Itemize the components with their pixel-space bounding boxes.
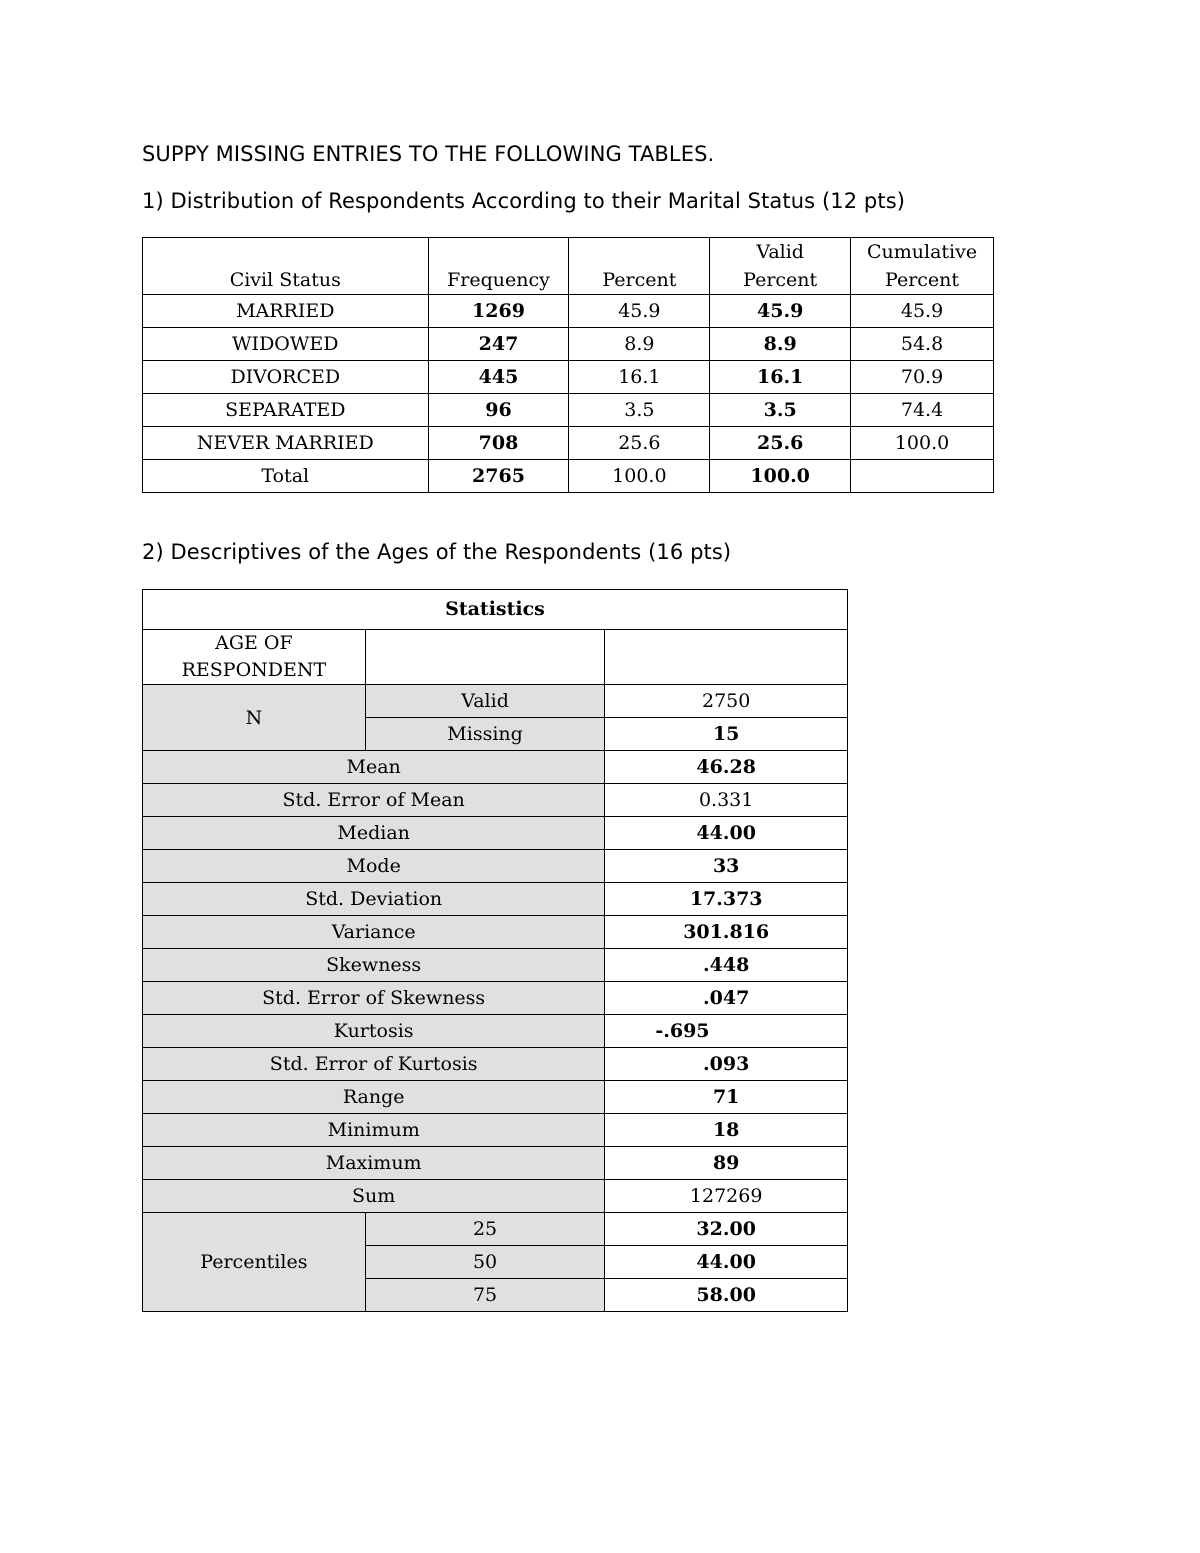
stat-value: 17.373 xyxy=(605,883,848,916)
table-row xyxy=(143,751,848,784)
civil-status-cell: MARRIED xyxy=(143,295,429,328)
statistics-title: Statistics xyxy=(143,590,848,630)
stat-value: 127269 xyxy=(605,1180,848,1213)
stat-label: Std. Error of Skewness xyxy=(143,982,605,1015)
total-cumulative-percent-cell xyxy=(851,460,994,493)
header-civil-status: Civil Status xyxy=(143,238,429,295)
stat-value: 89 xyxy=(605,1147,848,1180)
valid-percent-cell: 8.9 xyxy=(710,328,851,361)
header-cumulative-percent xyxy=(851,238,994,295)
table-row xyxy=(143,361,994,394)
total-valid-percent-cell: 100.0 xyxy=(710,460,851,493)
stat-label: Mode xyxy=(143,850,605,883)
stat-label: Std. Error of Mean xyxy=(143,784,605,817)
valid-percent-cell: 45.9 xyxy=(710,295,851,328)
table-row xyxy=(143,427,994,460)
total-label-cell: Total xyxy=(143,460,429,493)
frequency-cell: 96 xyxy=(428,394,569,427)
table-row xyxy=(143,916,848,949)
frequency-cell: 708 xyxy=(428,427,569,460)
blank-cell xyxy=(605,630,848,685)
percentiles-label: Percentiles xyxy=(143,1213,366,1312)
missing-value: 15 xyxy=(605,718,848,751)
civil-status-cell: NEVER MARRIED xyxy=(143,427,429,460)
table-row xyxy=(143,949,848,982)
frequency-cell: 247 xyxy=(428,328,569,361)
instruction-heading: SUPPY MISSING ENTRIES TO THE FOLLOWING TABLES. xyxy=(142,142,715,166)
stat-label: Std. Deviation xyxy=(143,883,605,916)
table-row xyxy=(143,850,848,883)
frequency-cell: 1269 xyxy=(428,295,569,328)
variable-row xyxy=(143,630,848,685)
variable-line2: RESPONDENT xyxy=(181,659,327,681)
valid-label: Valid xyxy=(365,685,605,718)
percentile-label: 75 xyxy=(365,1279,605,1312)
stat-value: 33 xyxy=(605,850,848,883)
table-row xyxy=(143,1015,848,1048)
percent-cell: 8.9 xyxy=(569,328,710,361)
percentile-label: 50 xyxy=(365,1246,605,1279)
cumulative-percent-cell: 45.9 xyxy=(851,295,994,328)
stat-value: .448 xyxy=(605,949,848,982)
table-row xyxy=(143,685,848,718)
table-row xyxy=(143,982,848,1015)
marital-status-table xyxy=(142,237,994,493)
table-header-row xyxy=(143,238,994,295)
percentile-value: 44.00 xyxy=(605,1246,848,1279)
percentile-value: 32.00 xyxy=(605,1213,848,1246)
table-row xyxy=(143,1114,848,1147)
header-frequency: Frequency xyxy=(428,238,569,295)
variable-line1: AGE OF xyxy=(215,632,293,654)
cumulative-percent-cell: 74.4 xyxy=(851,394,994,427)
table-row xyxy=(143,295,994,328)
stat-label: Median xyxy=(143,817,605,850)
stat-value: .047 xyxy=(605,982,848,1015)
stat-label: Maximum xyxy=(143,1147,605,1180)
civil-status-cell: DIVORCED xyxy=(143,361,429,394)
missing-label: Missing xyxy=(365,718,605,751)
stat-value: 44.00 xyxy=(605,817,848,850)
percent-cell: 16.1 xyxy=(569,361,710,394)
header-cumulative-line1: Cumulative xyxy=(866,241,978,263)
valid-percent-cell: 16.1 xyxy=(710,361,851,394)
stat-label: Skewness xyxy=(143,949,605,982)
total-percent-cell: 100.0 xyxy=(569,460,710,493)
valid-percent-cell: 25.6 xyxy=(710,427,851,460)
n-label: N xyxy=(143,685,366,751)
stat-value: -.695 xyxy=(605,1015,848,1048)
valid-percent-cell: 3.5 xyxy=(710,394,851,427)
stat-value: 301.816 xyxy=(605,916,848,949)
stat-label: Variance xyxy=(143,916,605,949)
header-valid-line2: Percent xyxy=(743,269,818,291)
percent-cell: 25.6 xyxy=(569,427,710,460)
table-row xyxy=(143,1213,848,1246)
stat-label: Minimum xyxy=(143,1114,605,1147)
table-total-row xyxy=(143,460,994,493)
stat-label: Range xyxy=(143,1081,605,1114)
header-cumulative-line2: Percent xyxy=(885,269,960,291)
table-row xyxy=(143,1048,848,1081)
question-1-title: 1) Distribution of Respondents According to their Marital Status (12 pts) xyxy=(142,189,906,213)
valid-value: 2750 xyxy=(605,685,848,718)
stat-value: 0.331 xyxy=(605,784,848,817)
cumulative-percent-cell: 70.9 xyxy=(851,361,994,394)
table-row xyxy=(143,394,994,427)
stat-value: 71 xyxy=(605,1081,848,1114)
table-row xyxy=(143,328,994,361)
percent-cell: 3.5 xyxy=(569,394,710,427)
cumulative-percent-cell: 54.8 xyxy=(851,328,994,361)
header-valid-percent xyxy=(710,238,851,295)
stat-label: Sum xyxy=(143,1180,605,1213)
cumulative-percent-cell: 100.0 xyxy=(851,427,994,460)
variable-name-cell xyxy=(143,630,366,685)
stat-label: Kurtosis xyxy=(143,1015,605,1048)
table-row xyxy=(143,883,848,916)
stat-label: Std. Error of Kurtosis xyxy=(143,1048,605,1081)
header-valid-line1: Valid xyxy=(756,241,804,263)
frequency-cell: 445 xyxy=(428,361,569,394)
table-row xyxy=(143,1081,848,1114)
table-row xyxy=(143,784,848,817)
age-statistics-table xyxy=(142,589,848,1312)
blank-cell xyxy=(365,630,605,685)
question-2-title: 2) Descriptives of the Ages of the Respondents (16 pts) xyxy=(142,540,732,564)
percentile-value: 58.00 xyxy=(605,1279,848,1312)
stat-value: 46.28 xyxy=(605,751,848,784)
percent-cell: 45.9 xyxy=(569,295,710,328)
statistics-title-row xyxy=(143,590,848,630)
table-row xyxy=(143,1147,848,1180)
header-percent: Percent xyxy=(569,238,710,295)
stat-label: Mean xyxy=(143,751,605,784)
stat-value: 18 xyxy=(605,1114,848,1147)
stat-value: .093 xyxy=(605,1048,848,1081)
civil-status-cell: SEPARATED xyxy=(143,394,429,427)
total-frequency-cell: 2765 xyxy=(428,460,569,493)
table-row xyxy=(143,1180,848,1213)
table-row xyxy=(143,817,848,850)
percentile-label: 25 xyxy=(365,1213,605,1246)
civil-status-cell: WIDOWED xyxy=(143,328,429,361)
